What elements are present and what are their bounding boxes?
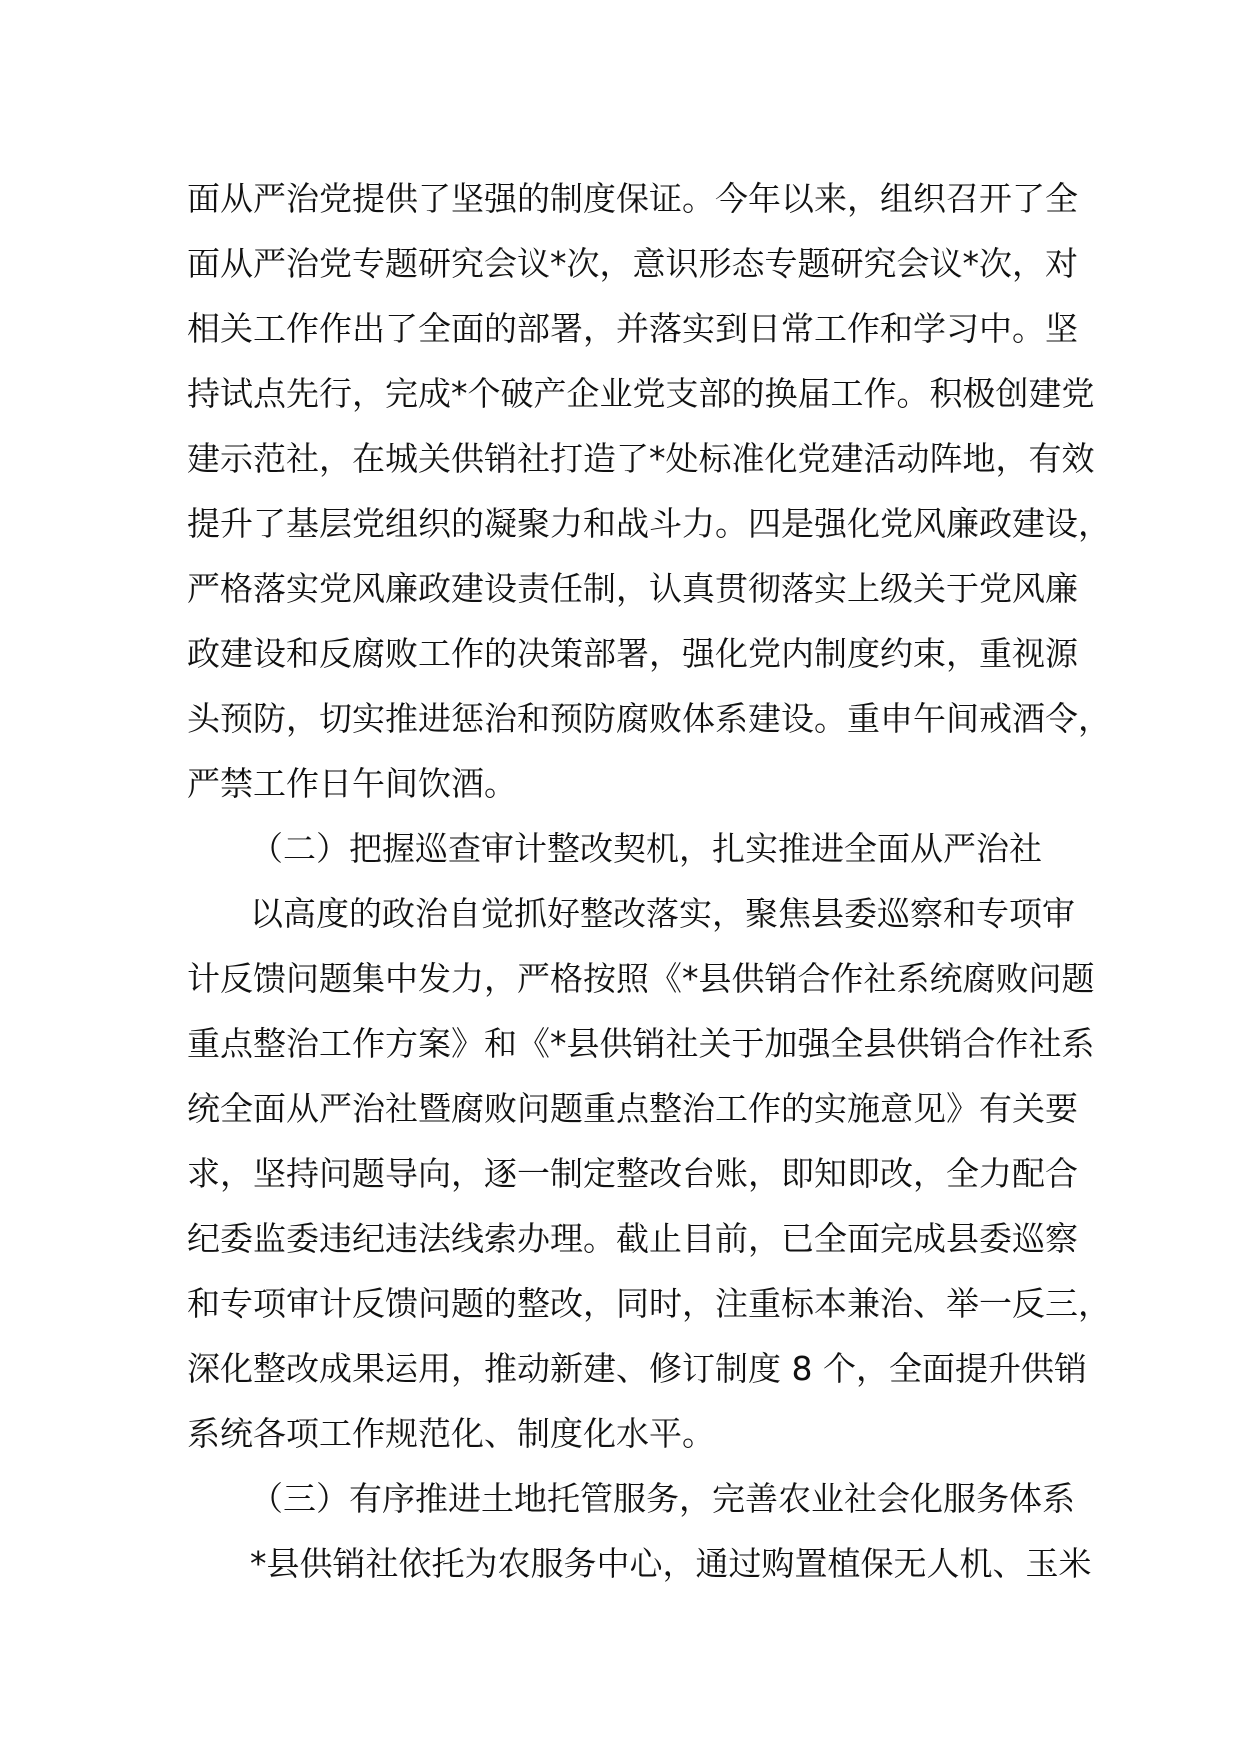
text-line: 重点整治工作方案》和《*县供销社关于加强全县供销合作社系: [187, 1024, 1095, 1063]
section-heading: （三）有序推进土地托管服务，完善农业社会化服务体系: [250, 1479, 1075, 1518]
text-line: 持试点先行，完成*个破产企业党支部的换届工作。积极创建党: [187, 374, 1095, 413]
text-line: 统全面从严治社暨腐败问题重点整治工作的实施意见》有关要: [187, 1089, 1078, 1128]
text-line: 建示范社，在城关供销社打造了*处标准化党建活动阵地，有效: [187, 439, 1095, 478]
text-line: 以高度的政治自觉抓好整改落实，聚焦县委巡察和专项审: [250, 894, 1075, 933]
text-line: 系统各项工作规范化、制度化水平。: [187, 1414, 715, 1453]
text-line: 纪委监委违纪违法线索办理。截止目前，已全面完成县委巡察: [187, 1219, 1078, 1258]
text-line: 求，坚持问题导向，逐一制定整改台账，即知即改，全力配合: [187, 1154, 1078, 1193]
text-line: *县供销社依托为农服务中心，通过购置植保无人机、玉米: [250, 1544, 1092, 1583]
document-body: [187, 166, 1111, 1596]
text-line: 提升了基层党组织的凝聚力和战斗力。四是强化党风廉政建设，: [187, 504, 1111, 543]
text-line: 面从严治党提供了坚强的制度保证。今年以来，组织召开了全: [187, 179, 1078, 218]
text-line: 计反馈问题集中发力，严格按照《*县供销合作社系统腐败问题: [187, 959, 1095, 998]
text-line: 严格落实党风廉政建设责任制，认真贯彻落实上级关于党风廉: [187, 569, 1078, 608]
text-line: 和专项审计反馈问题的整改，同时，注重标本兼治、举一反三，: [187, 1284, 1111, 1323]
text-line: 严禁工作日午间饮酒。: [187, 764, 517, 803]
text-line: 头预防，切实推进惩治和预防腐败体系建设。重申午间戒酒令，: [187, 699, 1111, 738]
text-line: 深化整改成果运用，推动新建、修订制度 8 个，全面提升供销: [187, 1349, 1087, 1388]
text-line: 面从严治党专题研究会议*次，意识形态专题研究会议*次，对: [187, 244, 1078, 283]
text-line: 政建设和反腐败工作的决策部署，强化党内制度约束，重视源: [187, 634, 1078, 673]
section-heading: （二）把握巡查审计整改契机，扎实推进全面从严治社: [250, 829, 1042, 868]
text-line: 相关工作作出了全面的部署，并落实到日常工作和学习中。坚: [187, 309, 1078, 348]
